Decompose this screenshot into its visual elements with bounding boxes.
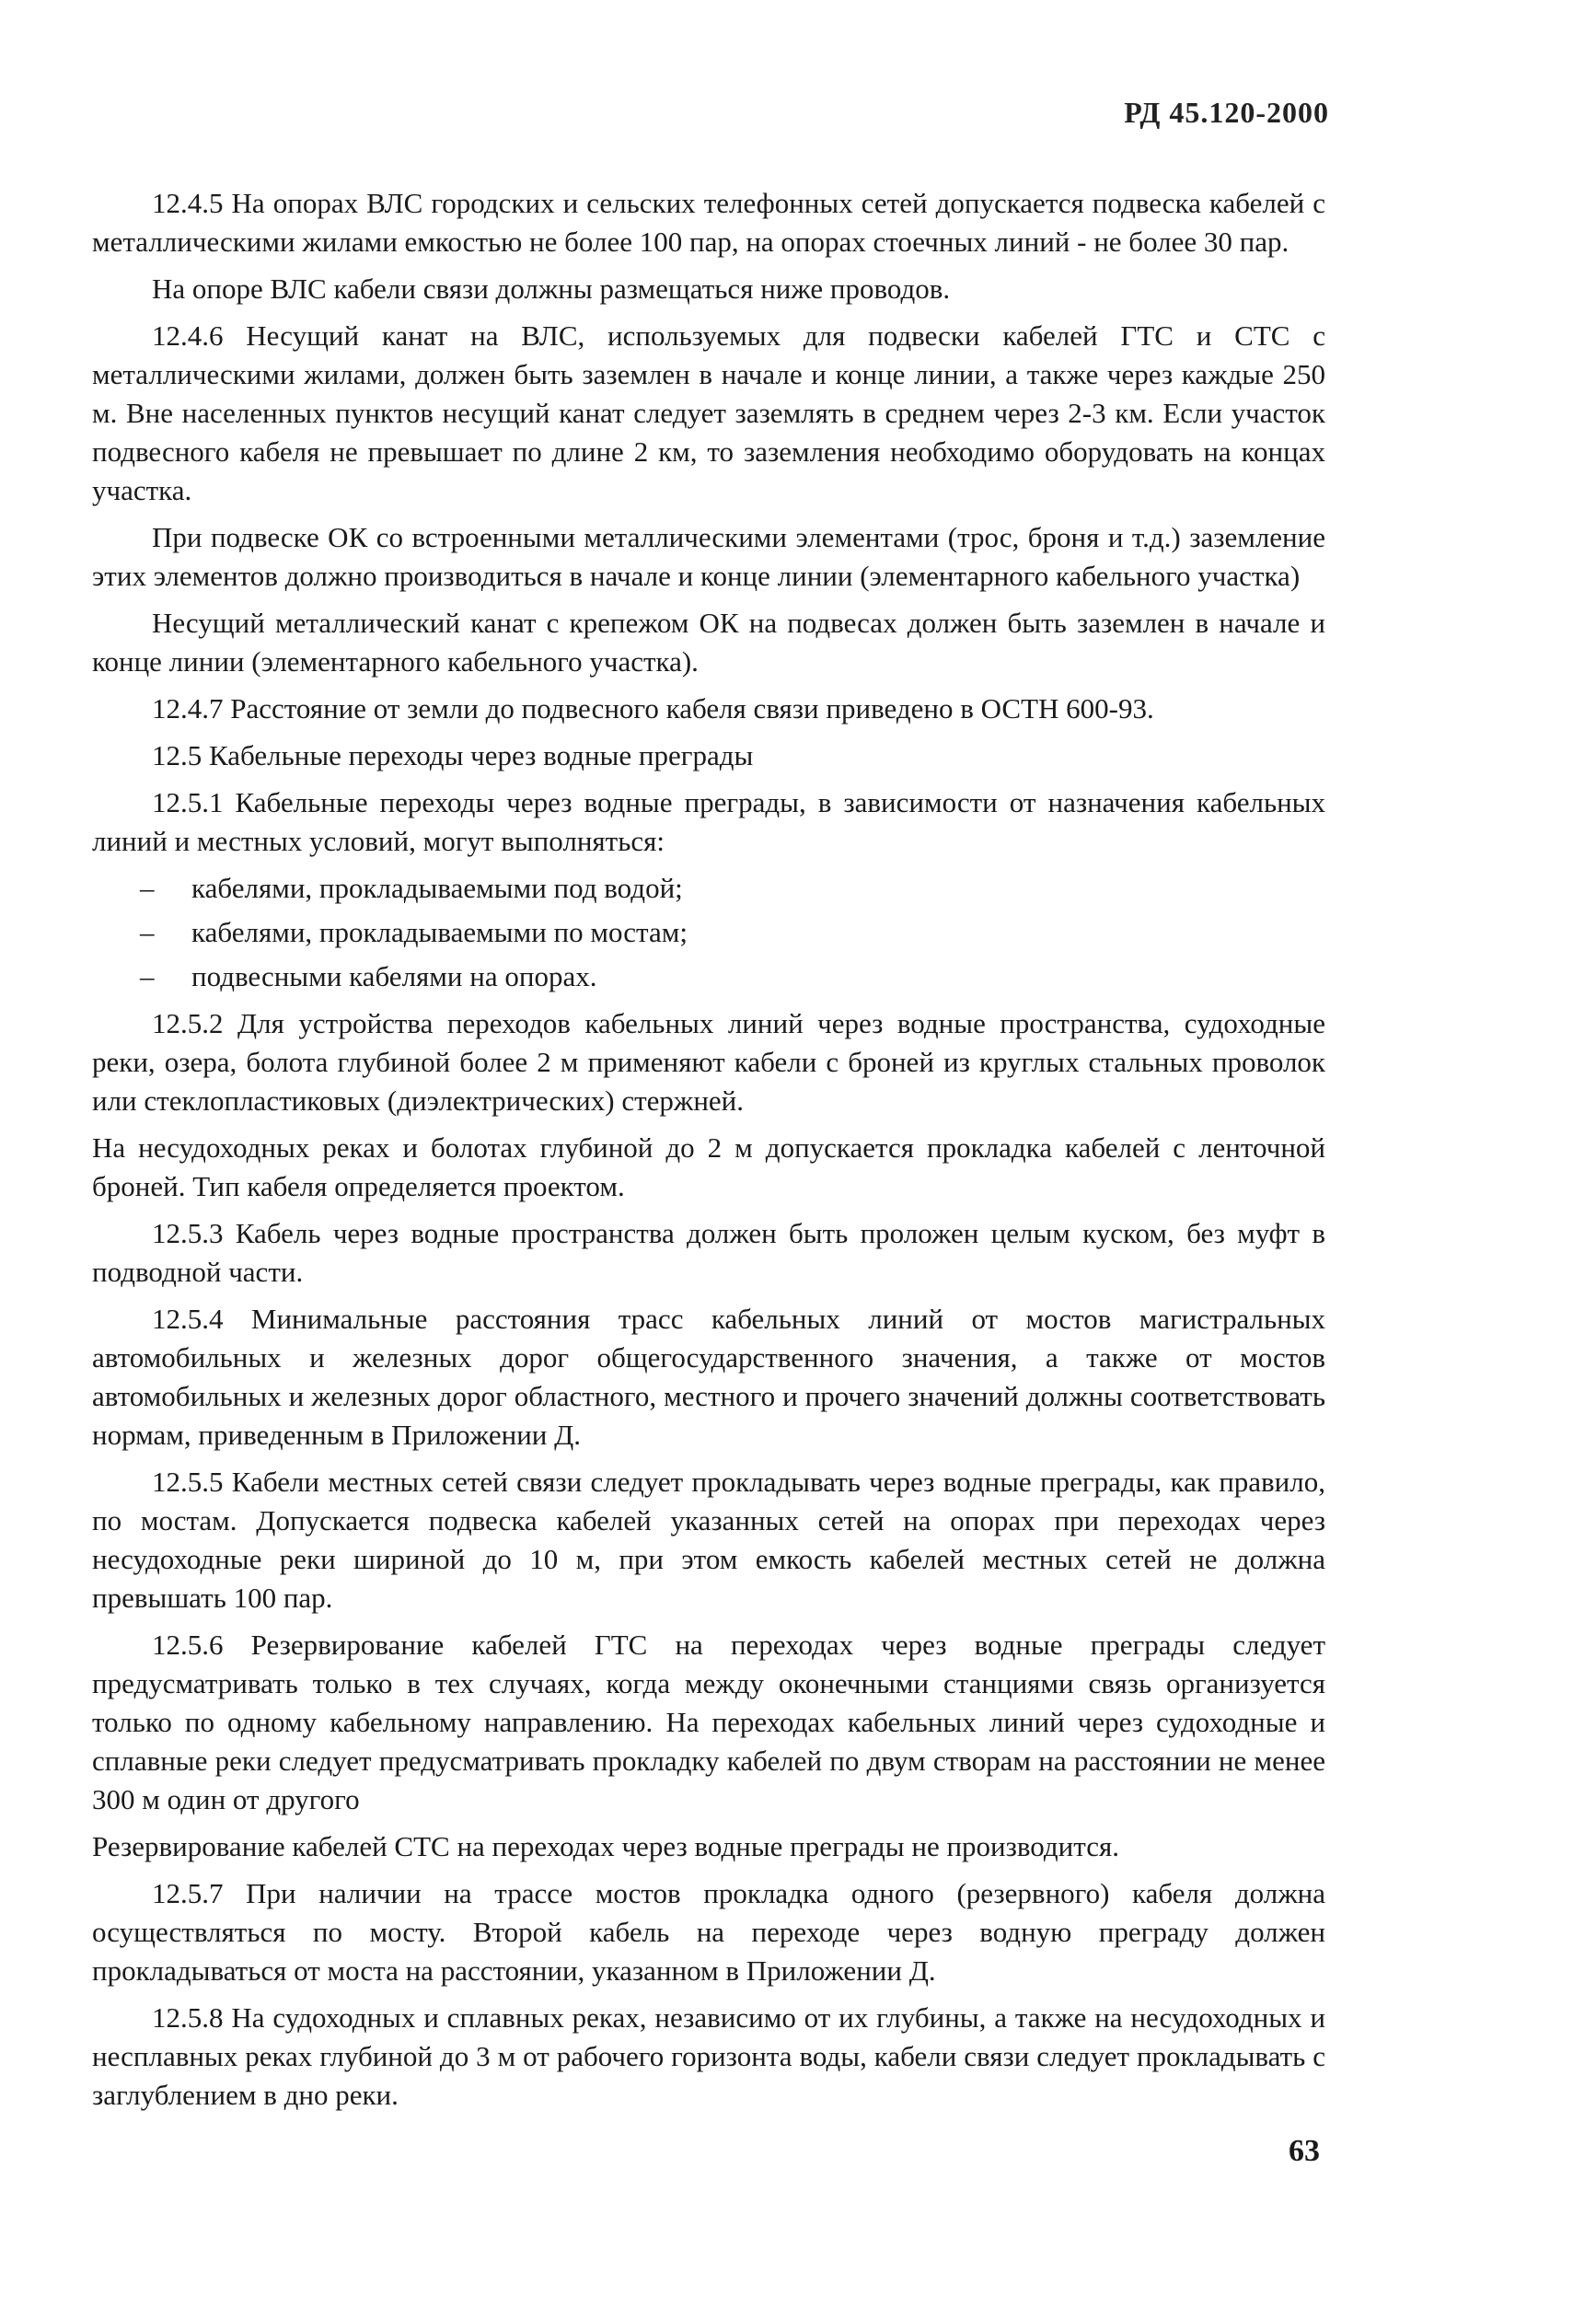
paragraph-cable-placement: На опоре ВЛС кабели связи должны размещаться ниже проводов. [152, 272, 951, 305]
crossing-methods-list [92, 869, 1325, 996]
paragraph-12-4-7: 12.4.7 Расстояние от земли до подвесного кабеля связи приведено в ОСТН 600-93. [152, 692, 1154, 725]
paragraph-12-5-3: 12.5.3 Кабель через водные пространства должен быть проложен целым куском, без муфт в подводной части. [92, 1217, 1325, 1288]
paragraph-12-5-7: 12.5.7 При наличии на трассе мостов прокладка одного (резервного) кабеля должна осуществляться по мосту. Второй кабель на переходе через водную преграду должен прокладываться от моста на расстоянии, указанном в Приложении Д. [92, 1877, 1325, 1987]
paragraph-ok-grounding: При подвеске ОК со встроенными металлическими элементами (трос, броня и т.д.) заземление этих элементов должно производиться в начале и конце линии (элементарного кабельного участка) [92, 521, 1325, 592]
paragraph-non-navigable-rivers: На несудоходных реках и болотах глубиной до 2 м допускается прокладка кабелей с ленточной броней. Тип кабеля определяется проектом. [92, 1131, 1325, 1202]
document-body [92, 184, 1325, 2123]
paragraph-12-5-8: 12.5.8 На судоходных и сплавных реках, независимо от их глубины, а также на несудоходных и несплавных реках глубиной до 3 м от рабочего горизонта воды, кабели связи следует прокладывать с заглублением в дно реки. [92, 2001, 1325, 2111]
paragraph-12-5-6: 12.5.6 Резервирование кабелей ГТС на переходах через водные преграды следует предусматривать только в тех случаях, когда между оконечными станциями связь организуется только по одному кабельному направлению. На переходах кабельных линий через судоходные и сплавные реки следует предусматривать прокладку кабелей по двум створам на расстоянии не менее 300 м один от другого [92, 1629, 1325, 1815]
list-item: – кабелями, прокладываемыми под водой; [92, 869, 1325, 908]
paragraph-12-5-2: 12.5.2 Для устройства переходов кабельных линий через водные пространства, судоходные реки, озера, болота глубиной более 2 м применяют кабели с броней из круглых стальных проволок или стеклопластиковых (диэлектрических) стержней. [92, 1007, 1325, 1117]
section-heading-12-5: 12.5 Кабельные переходы через водные преграды [152, 739, 754, 771]
paragraph-12-4-5: 12.4.5 На опорах ВЛС городских и сельских телефонных сетей допускается подвеска кабелей с металлическими жилами емкостью не более 100 пар, на опорах стоечных линий - не более 30 пар. [92, 187, 1325, 258]
paragraph-12-5-1: 12.5.1 Кабельные переходы через водные преграды, в зависимости от назначения кабельных линий и местных условий, могут выполняться: [92, 786, 1325, 857]
page-number: 63 [1289, 2134, 1320, 2168]
paragraph-12-5-5: 12.5.5 Кабели местных сетей связи следует прокладывать через водные преграды, как правило, по мостам. Допускается подвеска кабелей указанных сетей на опорах при переходах через несудоходные реки шириной до 10 м, при этом емкость кабелей местных сетей не должна превышать 100 пар. [92, 1466, 1325, 1614]
document-code-header: РД 45.120-2000 [1124, 96, 1329, 129]
paragraph-sts-reservation: Резервирование кабелей СТС на переходах через водные преграды не производится. [92, 1830, 1119, 1862]
list-item: – подвесными кабелями на опорах. [92, 957, 1325, 996]
paragraph-12-4-6: 12.4.6 Несущий канат на ВЛС, используемых для подвески кабелей ГТС и СТС с металлическими жилами, должен быть заземлен в начале и конце линии, а также через каждые 250 м. Вне населенных пунктов несущий канат следует заземлять в среднем через 2-3 км. Если участок подвесного кабеля не превышает по длине 2 км, то заземления необходимо оборудовать на концах участка. [92, 319, 1325, 506]
paragraph-12-5-4: 12.5.4 Минимальные расстояния трасс кабельных линий от мостов магистральных автомобильных и железных дорог общегосударственного значения, а также от мостов автомобильных и железных дорог областного, местного и прочего значений должны соответствовать нормам, приведенным в Приложении Д. [92, 1303, 1325, 1451]
paragraph-carrier-rope: Несущий металлический канат с крепежом ОК на подвесах должен быть заземлен в начале и конце линии (элементарного кабельного участка). [92, 607, 1325, 678]
list-item: – кабелями, прокладываемыми по мостам; [92, 913, 1325, 952]
